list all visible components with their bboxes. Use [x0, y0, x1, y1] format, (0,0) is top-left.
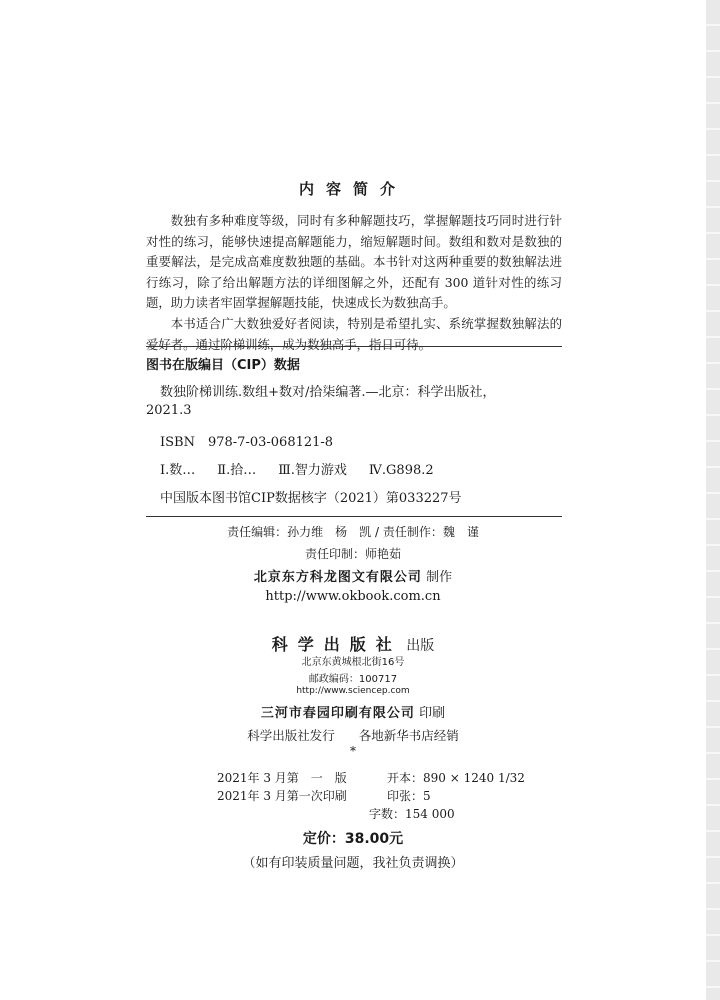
cip-class-item: Ⅰ.数… — [160, 463, 196, 478]
separator-star: * — [350, 744, 356, 758]
cip-class-item: Ⅳ.G898.2 — [368, 463, 434, 478]
publisher-postcode: 邮政编码：100717 — [308, 674, 398, 685]
cip-date-line: 2021.3 — [146, 403, 192, 418]
cip-heading: 图书在版编目（CIP）数据 — [146, 358, 300, 373]
quality-note: （如有印装质量问题，我社负责调换） — [242, 856, 464, 871]
divider-top — [146, 346, 562, 347]
word-count: 字数：154 000 — [369, 807, 455, 821]
cip-record-number: 中国版本图书馆CIP数据核字（2021）第033227号 — [160, 491, 462, 506]
publisher-logo: 科学出版社 — [271, 635, 402, 654]
sheets-info: 印张：5 — [387, 789, 431, 803]
producer-suffix: 制作 — [426, 570, 453, 585]
publisher-suffix: 出版 — [406, 638, 435, 654]
producer-name: 北京东方科龙图文有限公司 — [253, 570, 422, 585]
cip-isbn: ISBN 978-7-03-068121-8 — [160, 435, 334, 450]
distributor: 科学出版社发行 — [247, 728, 335, 743]
publisher-url: http://www.sciencep.com — [296, 686, 410, 696]
format-info: 开本：890 × 1240 1/32 — [387, 771, 525, 785]
summary-paragraph: 数独有多种难度等级，同时有多种解题技巧，掌握解题技巧同时进行针对性的练习，能够快速提高解题能力，缩短解题时间。数组和数对是数独的重要解法，是完成高难度数独题的基础。本书针对这两种重要的数独解法进行练习，除了给出解题方法的详细图解之外，还配有 300 道针对性的练习题，助力读者牢固掌握解题技能，快速成长为数独高手。 — [146, 213, 562, 311]
price: 定价：38.00元 — [302, 831, 404, 847]
distribution-line — [0, 726, 706, 744]
summary-text — [146, 211, 562, 355]
publisher-address: 北京东黄城根北街16号 — [301, 657, 405, 668]
printer-suffix: 印刷 — [419, 706, 446, 721]
printer-name: 三河市春园印刷有限公司 — [260, 706, 415, 721]
summary-title: 内容简介 — [298, 180, 407, 198]
summary-paragraph: 本书适合广大数独爱好者阅读，特别是希望扎实、系统掌握数独解法的爱好者。通过阶梯训练，成为数独高手，指日可待。 — [146, 315, 562, 352]
divider-bottom — [146, 516, 562, 517]
edition-info: 2021年 3 月第 一 版 — [217, 771, 347, 785]
printing-info: 2021年 3 月第一次印刷 — [217, 789, 347, 803]
publisher-credit — [0, 632, 706, 655]
printing-editor-credit: 责任印制：师艳茹 — [304, 547, 401, 561]
cip-class-item: Ⅲ.智力游戏 — [278, 463, 347, 478]
printer-credit — [0, 702, 706, 721]
cip-class-item: Ⅱ.拾… — [217, 463, 257, 478]
editors-credit: 责任编辑：孙力维 杨 凯 / 责任制作：魏 谨 — [227, 525, 479, 539]
page-edge-strip — [706, 0, 720, 1000]
cip-classifications — [160, 459, 456, 478]
cip-title-line: 数独阶梯训练.数组+数对/拾柒编著.—北京：科学出版社， — [160, 385, 496, 400]
producer-url: http://www.okbook.com.cn — [265, 589, 441, 604]
retailer: 各地新华书店经销 — [358, 728, 459, 743]
producer-credit — [0, 566, 706, 585]
